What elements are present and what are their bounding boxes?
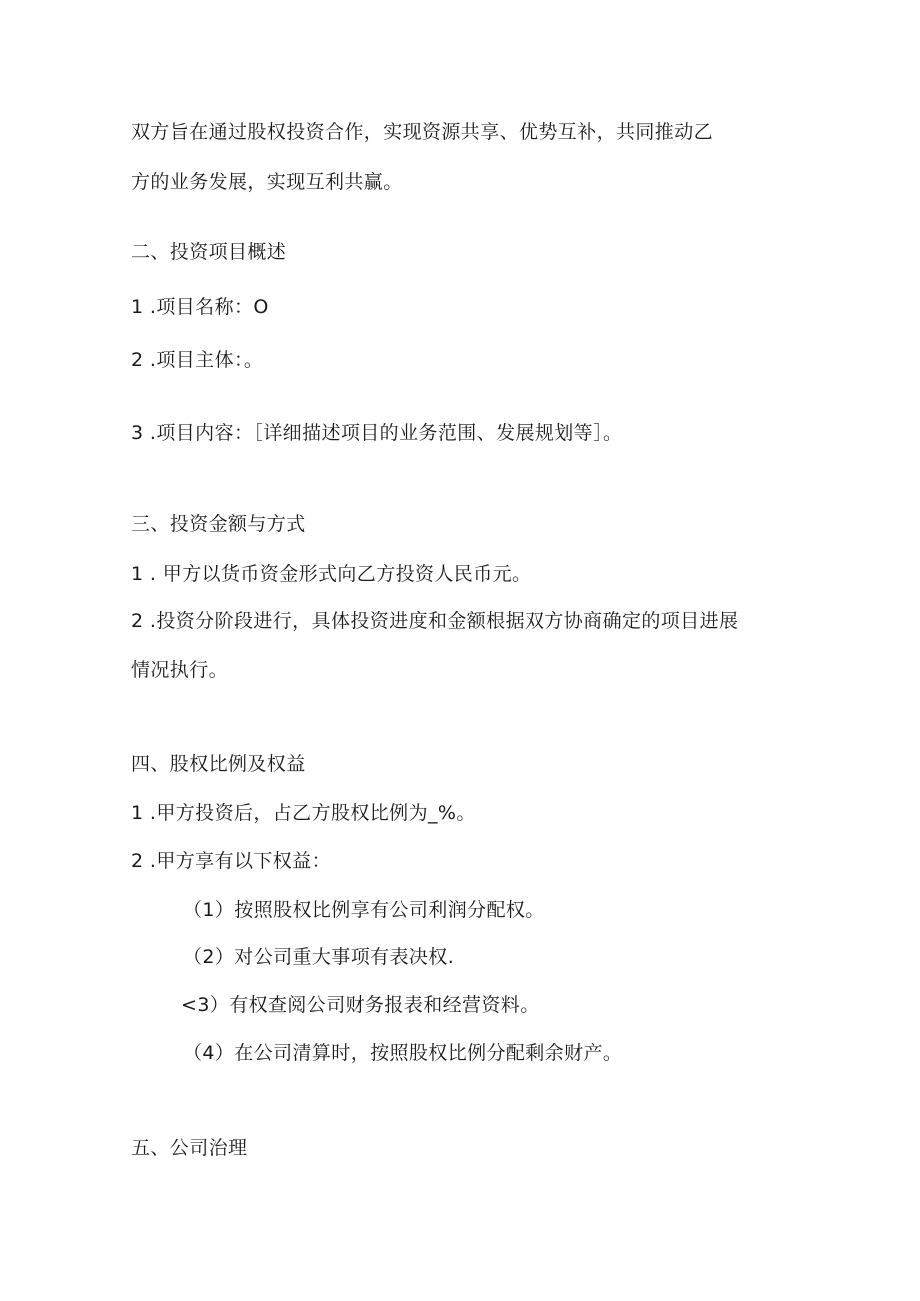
section-4-item-1: 1 .甲方投资后，占乙方股权比例为_%。 — [131, 802, 476, 824]
section-2-item-1: 1 .项目名称：O — [131, 296, 269, 318]
section-4-sub-2: （2）对公司重大事项有表决权. — [183, 946, 455, 968]
section-3-heading: 三、投资金额与方式 — [131, 513, 306, 535]
section-2-item-2: 2 .项目主体：。 — [131, 349, 264, 371]
section-3-item-2-line-2: 情况执行。 — [131, 659, 229, 681]
intro-line-2: 方的业务发展，实现互利共赢。 — [131, 171, 403, 193]
section-5-heading: 五、公司治理 — [131, 1137, 248, 1159]
section-4-item-2: 2 .甲方享有以下权益： — [131, 850, 331, 872]
section-4-heading: 四、股权比例及权益 — [131, 753, 306, 775]
section-2-item-3: 3 .项目内容：［详细描述项目的业务范围、发展规划等］。 — [131, 422, 623, 444]
section-3-item-2-line-1: 2 .投资分阶段进行，具体投资进度和金额根据双方协商确定的项目进展 — [131, 610, 739, 632]
section-4-sub-1: （1）按照股权比例享有公司利润分配权。 — [183, 899, 545, 921]
section-4-sub-3: <3）有权查阅公司财务报表和经营资料。 — [181, 994, 540, 1016]
section-3-item-1: 1 . 甲方以货币资金形式向乙方投资人民币元。 — [131, 563, 532, 585]
section-2-heading: 二、投资项目概述 — [131, 241, 287, 263]
intro-line-1: 双方旨在通过股权投资合作，实现资源共享、优势互补，共同推动乙 — [131, 121, 714, 143]
section-4-sub-4: （4）在公司清算时，按照股权比例分配剩余财产。 — [183, 1042, 623, 1064]
